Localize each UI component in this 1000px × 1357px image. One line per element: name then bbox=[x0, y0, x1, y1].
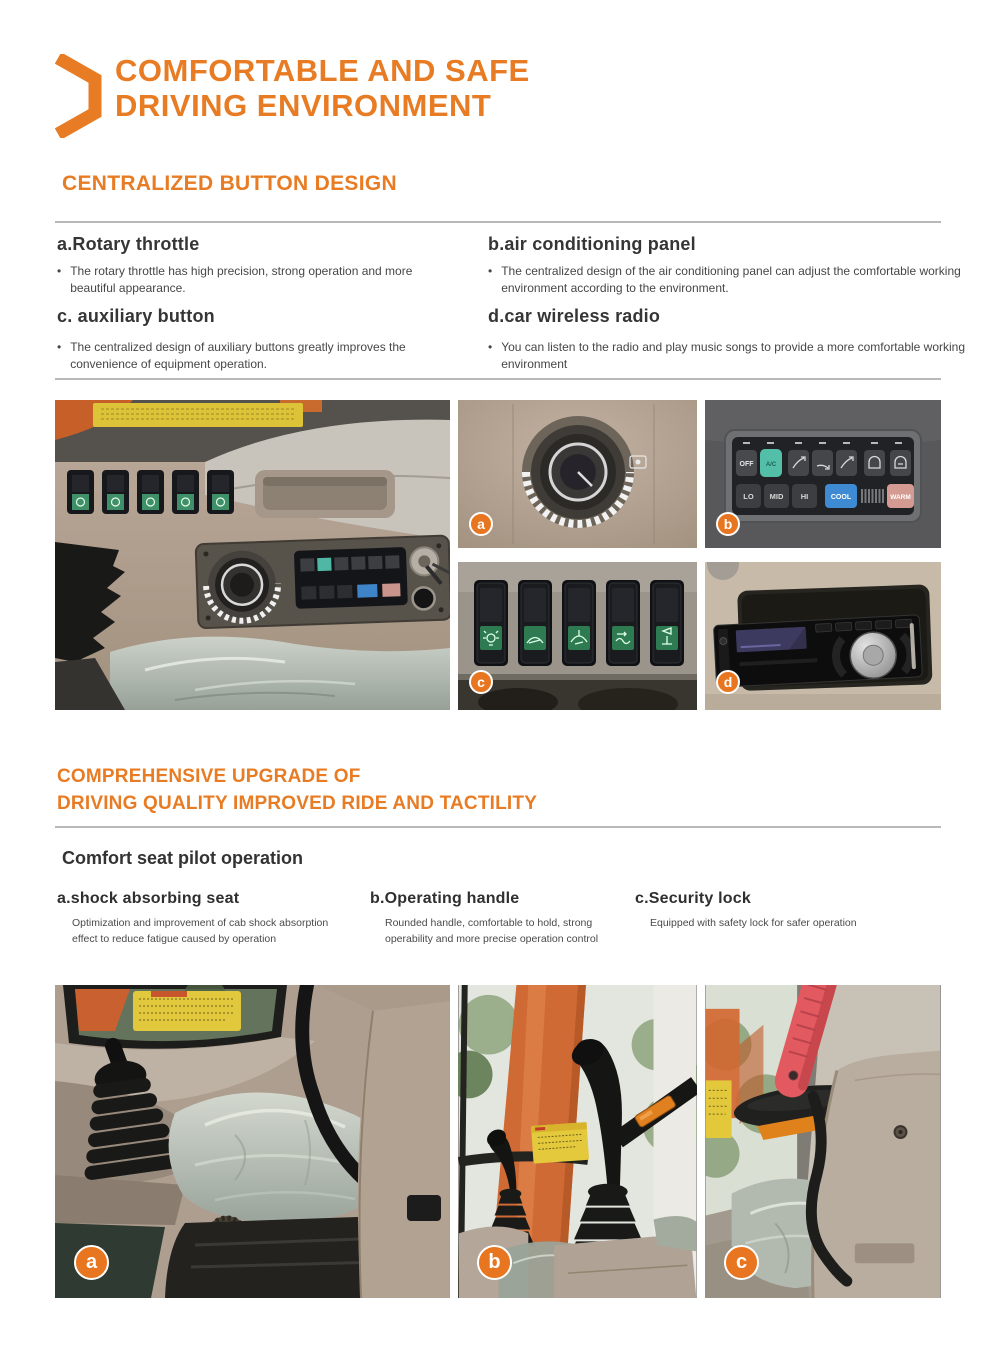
photo-radio bbox=[705, 562, 941, 710]
photo-badge-d: d bbox=[716, 670, 740, 694]
feature-security-lock bbox=[635, 890, 935, 931]
feature-heading: b.Operating handle bbox=[370, 890, 520, 907]
photo-switch-row bbox=[458, 562, 697, 710]
feature-body: You can listen to the radio and play music songs to provide a more comfortable working environment bbox=[501, 340, 966, 372]
feature-shock-absorbing-seat bbox=[57, 890, 357, 948]
section2-title-line1: COMPREHENSIVE UPGRADE OF bbox=[57, 766, 361, 787]
photo-ac-panel bbox=[705, 400, 941, 548]
rotary-throttle-illustration bbox=[458, 400, 697, 548]
photo-seat bbox=[55, 985, 450, 1298]
page-title bbox=[115, 53, 530, 123]
ac-off-label: OFF bbox=[739, 461, 754, 468]
warning-sticker bbox=[93, 403, 303, 427]
section2-title bbox=[57, 763, 537, 817]
feature-heading: d.car wireless radio bbox=[488, 306, 661, 326]
radio-head-unit bbox=[713, 615, 922, 688]
bullet-icon: • bbox=[488, 264, 493, 278]
section2-title-line2: DRIVING QUALITY IMPROVED RIDE AND TACTILITY bbox=[57, 793, 538, 814]
ac-panel-illustration bbox=[705, 400, 941, 548]
feature-body: Optimization and improvement of cab shock absorption effect to reduce fatigue caused by operation bbox=[72, 917, 329, 946]
divider-top bbox=[55, 221, 941, 223]
photo-console bbox=[55, 400, 450, 710]
page-title-line1: COMFORTABLE AND SAFE bbox=[115, 53, 530, 88]
warning-sticker bbox=[706, 1080, 732, 1138]
power-button-icon bbox=[720, 637, 727, 644]
warning-sticker bbox=[531, 1122, 589, 1164]
radio-illustration bbox=[705, 562, 941, 710]
photo-badge-c2: c bbox=[724, 1245, 759, 1280]
photo-security-lock bbox=[705, 985, 941, 1298]
photo-badge-b2: b bbox=[477, 1245, 512, 1280]
ac-buttons-row1 bbox=[736, 449, 911, 477]
bullet-icon: • bbox=[57, 264, 62, 278]
feature-heading: c.Security lock bbox=[635, 890, 751, 907]
feature-body: The centralized design of the air conditioning panel can adjust the comfortable working environment according to the environment. bbox=[501, 264, 961, 296]
rocker-switch-row bbox=[67, 470, 234, 514]
photo-badge-a2: a bbox=[74, 1245, 109, 1280]
divider-bottom bbox=[55, 826, 941, 828]
fan-hi-label: HI bbox=[800, 492, 809, 501]
photo-badge-a: a bbox=[469, 512, 493, 536]
section1-title: CENTRALIZED BUTTON DESIGN bbox=[62, 172, 397, 195]
feature-heading: b.air conditioning panel bbox=[488, 234, 696, 254]
photo-handles bbox=[458, 985, 697, 1298]
seat-illustration bbox=[55, 985, 450, 1298]
feature-body: The centralized design of auxiliary buttons greatly improves the convenience of equipment operation. bbox=[70, 340, 406, 372]
photo-badge-b: b bbox=[716, 512, 740, 536]
feature-rotary-throttle bbox=[57, 234, 452, 298]
photo-rotary-throttle bbox=[458, 400, 697, 548]
feature-wireless-radio bbox=[488, 306, 993, 374]
fan-mid-label: MID bbox=[769, 492, 784, 501]
rocker-switches bbox=[474, 580, 684, 666]
ac-ac-label: A/C bbox=[765, 462, 777, 468]
divider-mid bbox=[55, 378, 941, 380]
cool-label: COOL bbox=[830, 494, 852, 501]
page-title-line2: DRIVING ENVIRONMENT bbox=[115, 88, 492, 123]
throttle-dial-icon bbox=[522, 416, 634, 528]
feature-auxiliary-button bbox=[57, 306, 452, 374]
warm-label: WARM bbox=[890, 494, 911, 501]
feature-heading: a.shock absorbing seat bbox=[57, 890, 240, 907]
switch-row-illustration bbox=[458, 562, 697, 710]
seat-back-panel bbox=[358, 1001, 450, 1298]
feature-heading: c. auxiliary button bbox=[57, 306, 215, 326]
feature-ac-panel bbox=[488, 234, 993, 298]
console-panel bbox=[196, 535, 450, 628]
feature-body: The rotary throttle has high precision, strong operation and more beautiful appearance. bbox=[70, 264, 413, 296]
ac-mini-panel bbox=[294, 547, 408, 609]
feature-operating-handle bbox=[370, 890, 630, 948]
bullet-icon: • bbox=[57, 340, 62, 354]
bullet-icon: • bbox=[488, 340, 493, 354]
feature-body: Rounded handle, comfortable to hold, strong operability and more precise operation control bbox=[385, 917, 599, 946]
feature-body: Equipped with safety lock for safer operation bbox=[650, 917, 857, 929]
section2-subtitle: Comfort seat pilot operation bbox=[62, 848, 304, 868]
power-socket bbox=[412, 587, 435, 610]
console-illustration bbox=[55, 400, 450, 710]
photo-badge-c: c bbox=[469, 670, 493, 694]
fan-lo-label: LO bbox=[743, 492, 754, 501]
cab-window bbox=[63, 985, 287, 1049]
brand-chevron-icon bbox=[55, 54, 103, 138]
feature-heading: a.Rotary throttle bbox=[57, 234, 200, 254]
